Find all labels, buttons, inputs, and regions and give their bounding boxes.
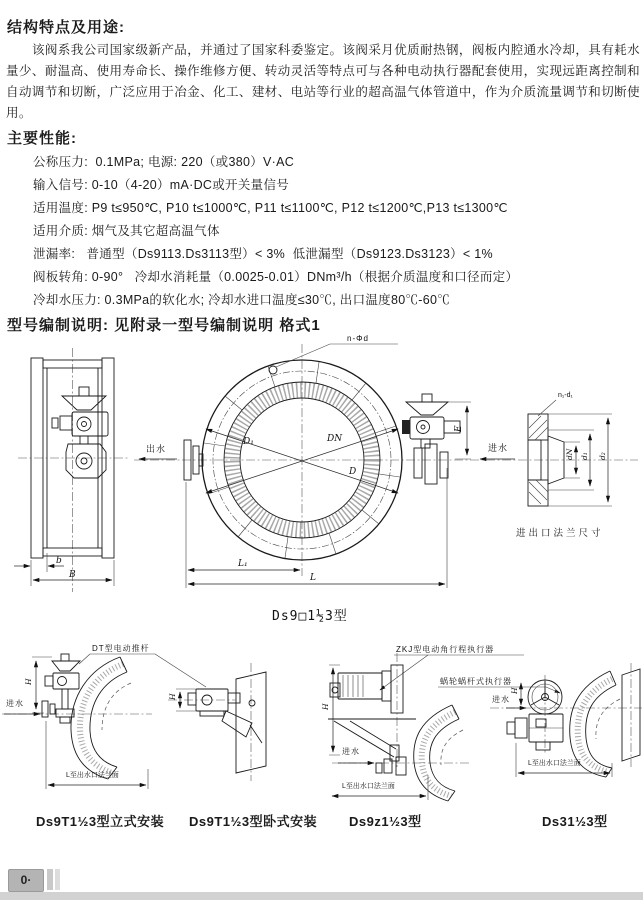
main-valve-drawing: [0, 330, 643, 635]
worm-actuator-note: 蜗轮蜗杆式执行器: [440, 677, 512, 686]
dim-L-label: L: [310, 573, 316, 583]
features-heading: 结构特点及用途:: [7, 19, 125, 36]
features-paragraph: 该阀系我公司国家级新产品，并通过了国家科委鉴定。该阀采月优质耐热钢，阀板内腔通水冷却，具有耗水量少、耐温高、使用寿命长、操作维修方便、转动灵活等特点可与各种电动执行器配套使用，实现远距离控制和自动调节和切断，广泛应用于冶金、化工、建材、电站等行业的超高温气体管道中，作为介质流量调节和切断使用。: [6, 43, 640, 120]
caption-ds9t-horizontal: Ds9T1½3型卧式安装: [189, 814, 318, 829]
valve-side-view: [14, 348, 130, 592]
spec-line: 冷却水压力: 0.3MPa的软化水; 冷却水进口温度≤30℃, 出口温度80℃-60℃: [33, 293, 451, 307]
flange-d2-label: d₂: [598, 452, 607, 460]
flange-detail-view: [516, 392, 612, 539]
spec-line: 公称压力: 0.1MPa; 电源: 220（或380）V·AC: [33, 155, 295, 169]
page-bottom-strip: [0, 892, 643, 900]
dt-actuator-note: DT型电动推杆: [92, 644, 150, 653]
water-out-label: 出水: [146, 444, 167, 454]
drawing-ds31: [438, 663, 642, 777]
model-note-heading: 型号编制说明: 见附录一型号编制说明 格式1: [7, 317, 321, 334]
valve-front-view: [134, 334, 638, 588]
spec-line: 阀板转角: 0-90° 冷却水消耗量（0.0025-0.01）DNm³/h（根据介质温度和口径而定）: [33, 270, 519, 284]
page-number-badge: 0·: [8, 869, 44, 892]
footer-divider-bar: [55, 869, 60, 890]
caption-ds9z: Ds9z1½3型: [349, 814, 422, 829]
dim-L1-label: L₁: [238, 559, 248, 569]
dim-E-label: E: [454, 425, 464, 432]
water-in-label: 进水: [6, 699, 24, 708]
bolt-note-label: n-Φd: [347, 334, 369, 343]
dim-D-label: D: [349, 467, 357, 477]
dim-b-label: b: [56, 556, 62, 566]
dim-H-label: H: [168, 693, 177, 700]
water-in-label: 进水: [488, 443, 509, 453]
outlet-flange-dim-note: L至出水口法兰面: [66, 772, 119, 779]
drawing-vertical-install: [2, 643, 206, 789]
caption-ds31: Ds31½3型: [542, 814, 608, 829]
water-in-label: 进水: [342, 747, 360, 756]
footer-divider-bar: [47, 869, 53, 890]
dim-H-label: H: [24, 678, 33, 685]
side-view-actuator: [52, 387, 108, 478]
front-view-actuator: [402, 394, 460, 484]
performance-list: [33, 151, 633, 312]
dim-H-label: H: [510, 687, 519, 694]
bolt-hole: [269, 366, 277, 374]
flange-dN-label: dN: [565, 448, 574, 460]
drawing-ds9z: [321, 644, 524, 801]
zkj-actuator-note: ZKJ型电动角行程执行器: [396, 645, 495, 654]
performance-heading: 主要性能:: [7, 130, 77, 147]
dim-D1-label: D₁: [243, 437, 254, 447]
caption-ds9t-vertical: Ds9T1½3型立式安装: [36, 814, 165, 829]
main-drawing-model-label: Ds9□1½3型: [272, 609, 348, 624]
spec-line: 泄漏率: 普通型（Ds9113.Ds3113型）< 3% 低泄漏型（Ds9123.Ds3123）< 1%: [33, 247, 493, 261]
dim-H-label: H: [321, 703, 330, 710]
dim-DN-label: DN: [327, 434, 343, 444]
outlet-flange-dim-note: L至出水口法兰面: [528, 760, 581, 767]
drawing-horizontal-install: [168, 663, 266, 781]
spec-line: 输入信号: 0-10（4-20）mA·DC或开关量信号: [33, 178, 290, 192]
installation-drawings: [0, 635, 643, 808]
flange-caption: 进出口法兰尺寸: [516, 528, 604, 539]
flange-d1-label: d₁: [580, 452, 589, 460]
spec-line: 适用温度: P9 t≤950℃, P10 t≤1000℃, P11 t≤1100℃, P12 t≤1200℃,P13 t≤1300℃: [33, 201, 508, 215]
water-in-label: 进水: [492, 695, 510, 704]
flange-bolt-note: n₁-d₁: [558, 392, 573, 399]
dim-B-label: B: [69, 570, 76, 580]
outlet-flange-dim-note: L至出水口法兰面: [342, 783, 395, 790]
spec-line: 适用介质: 烟气及其它超高温气体: [33, 224, 220, 238]
